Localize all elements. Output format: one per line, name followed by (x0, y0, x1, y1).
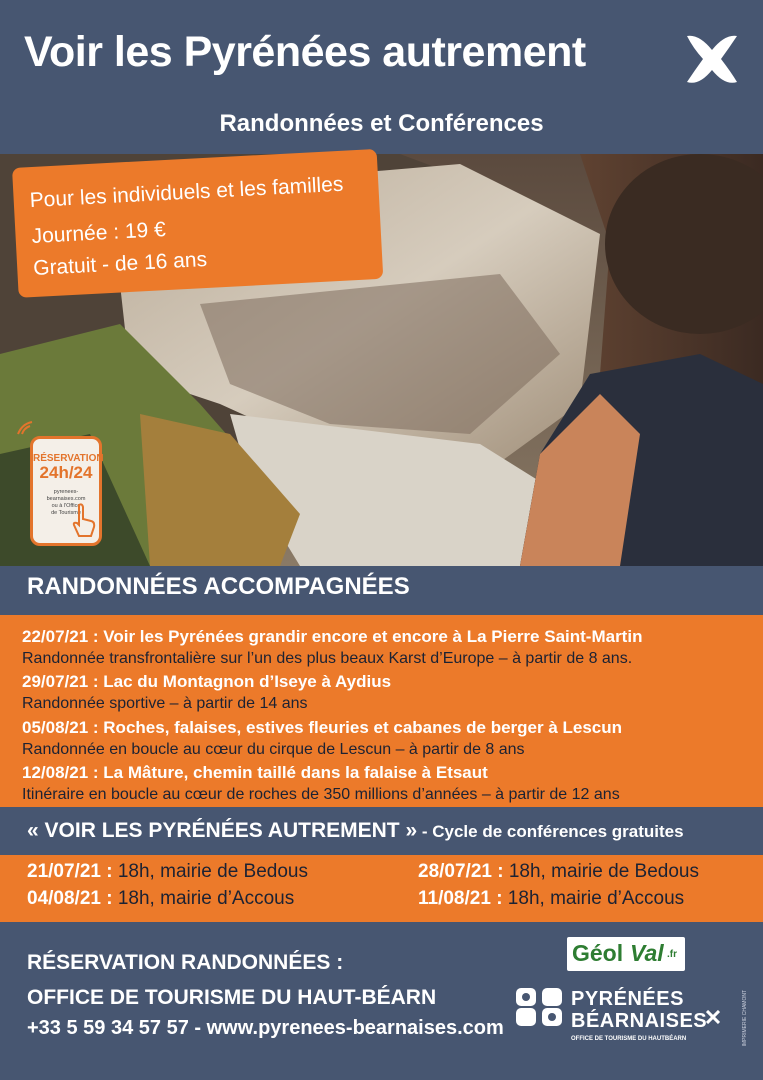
conference-info: 18h, mairie de Bedous (503, 861, 699, 882)
price-box (12, 149, 383, 298)
page-subtitle: Randonnées et Conférences (219, 110, 544, 137)
pointing-hand-icon (71, 503, 97, 537)
reservation-phone-badge (30, 436, 102, 546)
hike-title: 29/07/21 : Lac du Montagnon d’Iseye à Aydius (22, 672, 392, 691)
cross-logo-icon (683, 30, 741, 88)
phone-office-line1: ou à l'Office (51, 503, 81, 509)
conference-item (418, 888, 684, 910)
hike-title: 22/07/21 : Voir les Pyrénées grandir encore et encore à La Pierre Saint-Martin (22, 627, 643, 646)
reservation-heading: RÉSERVATION RANDONNÉES : (27, 951, 344, 974)
reservation-contact: +33 5 59 34 57 57 - www.pyrenees-bearnaises.com (27, 1017, 504, 1039)
pb-logo-line1: PYRÉNÉES (571, 988, 684, 1010)
hike-desc: Randonnée en boucle au cœur du cirque de Lescun – à partir de 8 ans (22, 741, 525, 758)
conferences-title-sub: - Cycle de conférences gratuites (417, 822, 684, 841)
price-day: Journée : 19 € (31, 218, 167, 249)
conference-info: 18h, mairie de Bedous (112, 861, 308, 882)
price-free: Gratuit - de 16 ans (32, 247, 208, 281)
geolval-part2: Val (630, 940, 664, 966)
signal-waves-icon (14, 420, 36, 442)
pb-logo-line3: OFFICE DE TOURISME DU HAUTBÉARN (571, 1036, 687, 1042)
geolval-part3: .fr (667, 949, 677, 960)
printer-credit: IMPRIMERIE CHAMONT (742, 990, 748, 1047)
small-cross-icon (706, 1010, 720, 1024)
conference-date: 04/08/21 : (27, 888, 113, 909)
conference-item (27, 861, 308, 883)
hikes-section-title: RANDONNÉES ACCOMPAGNÉES (27, 573, 410, 600)
page-title: Voir les Pyrénées autrement (24, 28, 586, 76)
geolval-logo (567, 937, 685, 971)
conferences-list (0, 855, 763, 922)
geolval-part1: Géol (572, 940, 624, 966)
phone-hours: 24h/24 (39, 463, 93, 482)
phone-office-line2: de Tourisme (51, 510, 81, 516)
hike-desc: Randonnée transfrontalière sur l’un des plus beaux Karst d’Europe – à partir de 8 ans. (22, 650, 633, 667)
hike-title: 12/08/21 : La Mâture, chemin taillé dans la falaise à Etsaut (22, 763, 488, 782)
pb-logo-line2: BÉARNAISES (571, 1010, 708, 1032)
phone-site: pyrenees-bearnaises.com (46, 489, 86, 502)
reservation-office: OFFICE DE TOURISME DU HAUT-BÉARN (27, 986, 437, 1009)
conference-date: 21/07/21 : (27, 861, 113, 882)
conference-info: 18h, mairie d’Accous (112, 888, 295, 909)
conference-date: 11/08/21 : (418, 888, 503, 909)
hike-title: 05/08/21 : Roches, falaises, estives fleuries et cabanes de berger à Lescun (22, 718, 623, 737)
conference-item (27, 888, 294, 910)
conference-item (418, 861, 699, 883)
conferences-title-main: « VOIR LES PYRÉNÉES AUTREMENT » (27, 819, 418, 842)
conference-date: 28/07/21 : (418, 861, 504, 882)
pyrenees-bearnaises-logo-icon (514, 984, 566, 1030)
hike-desc: Randonnée sportive – à partir de 14 ans (22, 695, 308, 712)
hike-desc: Itinéraire en boucle au cœur de roches de 350 millions d’années – à partir de 12 ans (22, 786, 620, 803)
conferences-title (27, 819, 684, 843)
price-audience: Pour les individuels et les familles (29, 172, 344, 213)
header (0, 0, 763, 154)
phone-reservation-label: RÉSERVATION (33, 453, 104, 464)
conference-info: 18h, mairie d’Accous (502, 888, 685, 909)
hikes-list (0, 615, 763, 807)
